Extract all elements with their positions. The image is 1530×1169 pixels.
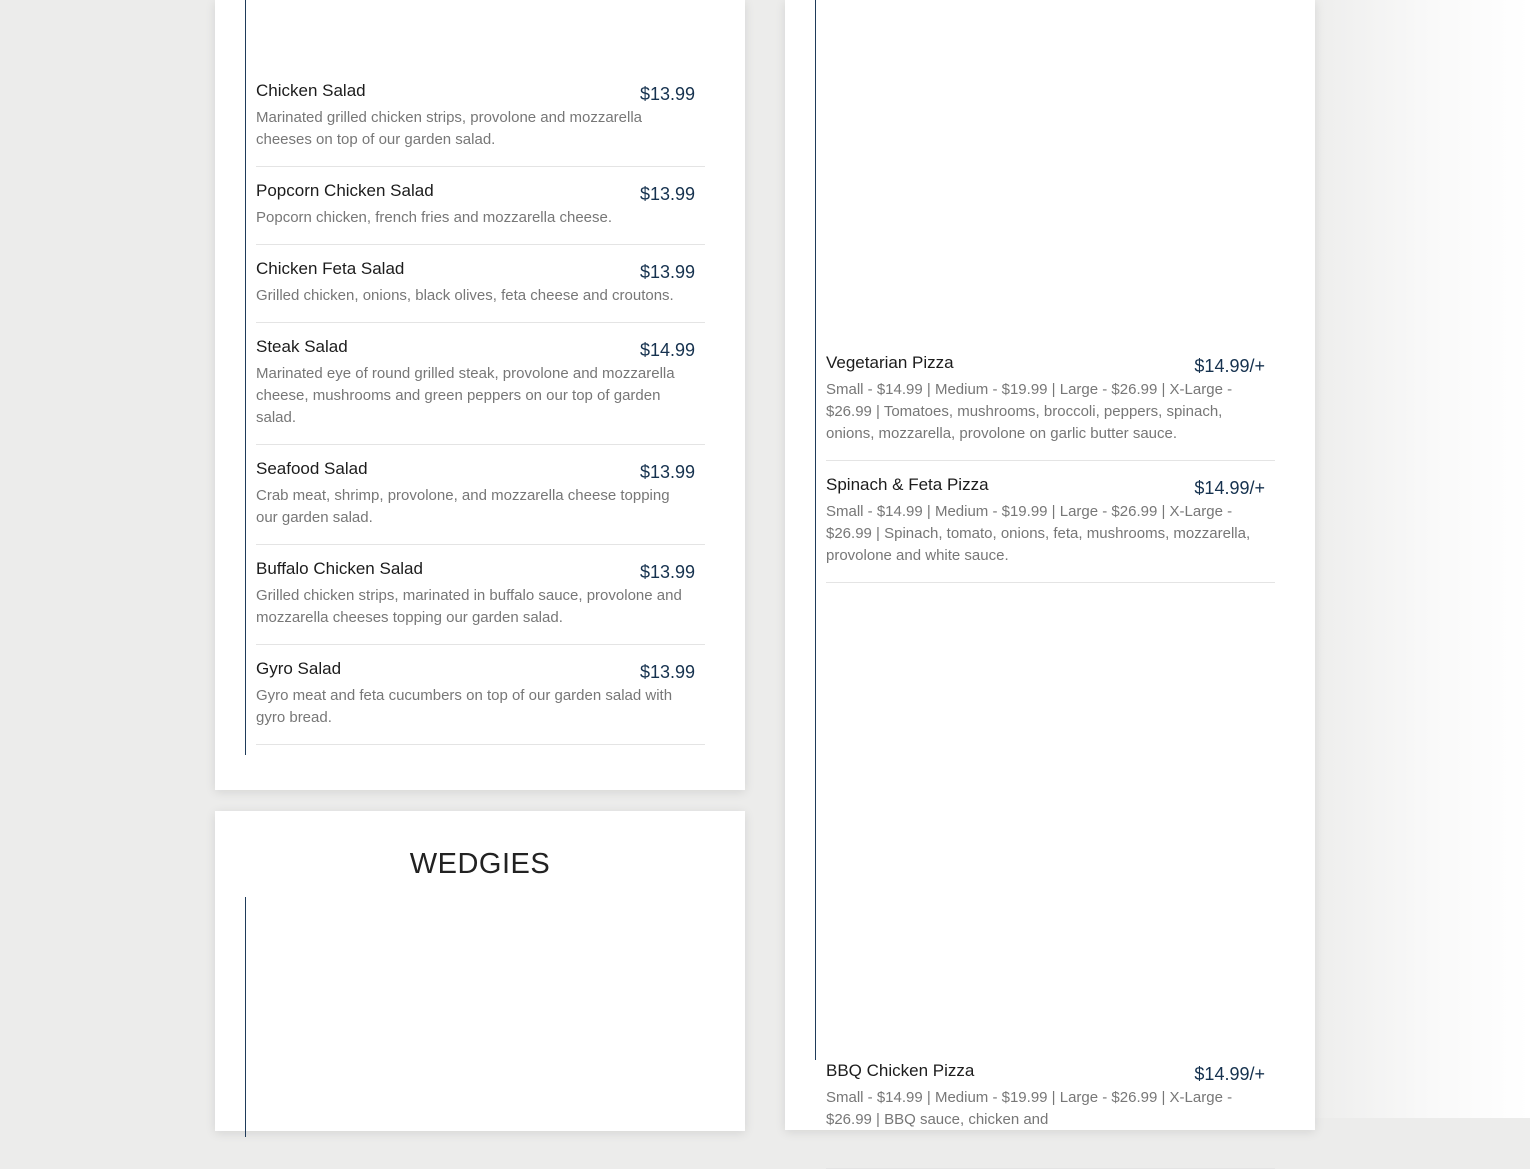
item-name: Popcorn Chicken Salad [256,181,434,200]
item-description: Grilled chicken, onions, black olives, feta cheese and croutons. [256,287,674,304]
menu-item[interactable] [826,353,1275,461]
menu-accent-line [245,897,246,1137]
item-description: Marinated eye of round grilled steak, provolone and mozzarella cheese, mushrooms and green peppers on our top of garden salad. [256,365,675,426]
item-description: Grilled chicken strips, marinated in buffalo sauce, provolone and mozzarella cheeses topping our garden salad. [256,587,682,626]
item-price: $13.99 [639,462,695,482]
menu-item[interactable] [826,1061,1275,1169]
item-price: $14.99/+ [1194,356,1265,376]
menu-item[interactable] [256,659,705,745]
item-price: $13.99 [639,184,695,204]
item-name: Gyro Salad [256,659,342,678]
item-name: BBQ Chicken Pizza [826,1061,975,1080]
salads-menu-card [215,0,745,790]
menu-item[interactable] [256,181,705,245]
item-description: Small - $14.99 | Medium - $19.99 | Large - $26.99 | X-Large - $26.99 | BBQ sauce, chicken and [826,1089,1233,1128]
pizzas-menu-card [785,0,1315,1130]
menu-item[interactable] [826,475,1275,583]
item-price: $14.99 [639,340,695,360]
item-description: Popcorn chicken, french fries and mozzarella cheese. [256,209,613,226]
item-name: Chicken Feta Salad [256,259,405,278]
item-name: Spinach & Feta Pizza [826,475,989,494]
item-description: Gyro meat and feta cucumbers on top of our garden salad with gyro bread. [256,687,673,726]
item-name: Vegetarian Pizza [826,353,954,372]
item-price: $14.99/+ [1194,478,1265,498]
menu-item[interactable] [256,337,705,445]
item-name: Steak Salad [256,337,348,356]
item-price: $14.99/+ [1194,1064,1265,1084]
item-description: Small - $14.99 | Medium - $19.99 | Large - $26.99 | X-Large - $26.99 | Spinach, tomato, onions, feta, mushrooms, mozzarella, provolone and white sauce. [826,503,1251,564]
menu-accent-line [245,0,246,755]
menu-item[interactable] [256,81,705,167]
item-price: $13.99 [639,562,695,582]
item-description: Small - $14.99 | Medium - $19.99 | Large - $26.99 | X-Large - $26.99 | Tomatoes, mushrooms, broccoli, peppers, spinach, onions, mozzarella, provolone on garlic butter sauce. [826,381,1233,442]
item-price: $13.99 [639,662,695,682]
menu-accent-line [815,0,816,1060]
item-name: Chicken Salad [256,81,366,100]
item-description: Crab meat, shrimp, provolone, and mozzarella cheese topping our garden salad. [256,487,670,526]
item-name: Seafood Salad [256,459,368,478]
menu-item[interactable] [256,259,705,323]
section-title: WEDGIES [409,848,551,880]
menu-item[interactable] [256,459,705,545]
item-name: Buffalo Chicken Salad [256,559,423,578]
item-description: Marinated grilled chicken strips, provolone and mozzarella cheeses on top of our garden salad. [256,109,643,148]
wedgies-menu-card [215,811,745,1131]
item-price: $13.99 [639,84,695,104]
menu-item[interactable] [256,559,705,645]
background-glow [1300,0,1530,1118]
item-price: $13.99 [639,262,695,282]
